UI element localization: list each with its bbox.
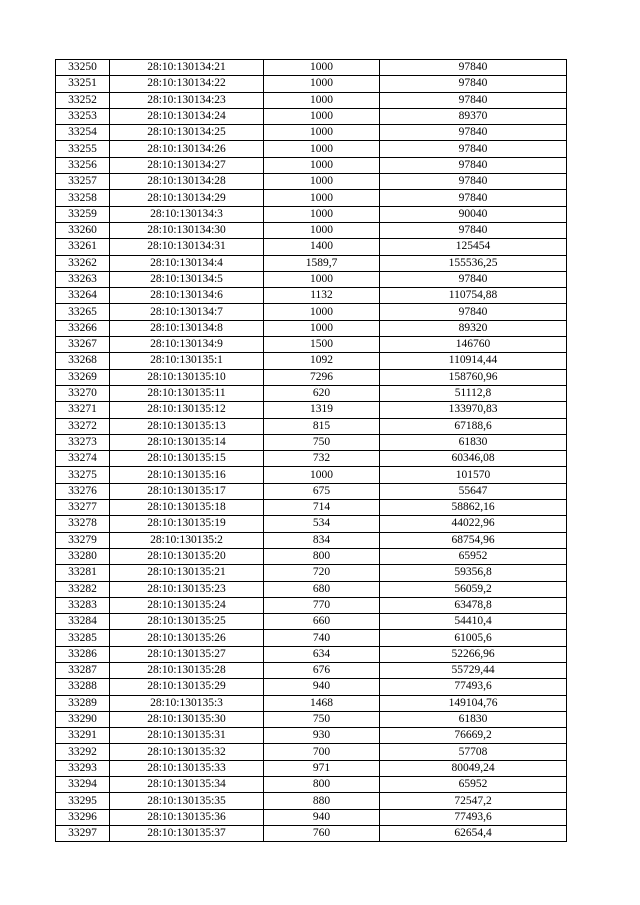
- value-cell: 97840: [380, 141, 567, 157]
- row-number-cell: 33269: [56, 369, 110, 385]
- row-number-cell: 33277: [56, 500, 110, 516]
- table-row: [56, 565, 567, 581]
- area-cell: 880: [264, 793, 380, 809]
- cadastral-number-cell: 28:10:130134:5: [110, 271, 264, 287]
- table-row: [56, 402, 567, 418]
- row-number-cell: 33258: [56, 190, 110, 206]
- table-row: [56, 369, 567, 385]
- area-cell: 1000: [264, 125, 380, 141]
- table-row: [56, 108, 567, 124]
- row-number-cell: 33289: [56, 695, 110, 711]
- cadastral-number-cell: 28:10:130134:25: [110, 125, 264, 141]
- row-number-cell: 33294: [56, 777, 110, 793]
- table-row: [56, 304, 567, 320]
- cadastral-number-cell: 28:10:130135:29: [110, 679, 264, 695]
- value-cell: 77493,6: [380, 679, 567, 695]
- table-row: [56, 793, 567, 809]
- value-cell: 61005,6: [380, 630, 567, 646]
- row-number-cell: 33280: [56, 548, 110, 564]
- row-number-cell: 33266: [56, 320, 110, 336]
- area-cell: 1000: [264, 76, 380, 92]
- area-cell: 1000: [264, 60, 380, 76]
- table-row: [56, 337, 567, 353]
- cadastral-number-cell: 28:10:130135:24: [110, 597, 264, 613]
- value-cell: 56059,2: [380, 581, 567, 597]
- table-row: [56, 467, 567, 483]
- row-number-cell: 33273: [56, 434, 110, 450]
- value-cell: 97840: [380, 271, 567, 287]
- cadastral-number-cell: 28:10:130135:25: [110, 614, 264, 630]
- cadastral-number-cell: 28:10:130135:18: [110, 500, 264, 516]
- value-cell: 63478,8: [380, 597, 567, 613]
- area-cell: 720: [264, 565, 380, 581]
- cadastral-number-cell: 28:10:130135:2: [110, 532, 264, 548]
- row-number-cell: 33285: [56, 630, 110, 646]
- row-number-cell: 33257: [56, 174, 110, 190]
- area-cell: 700: [264, 744, 380, 760]
- cadastral-number-cell: 28:10:130134:21: [110, 60, 264, 76]
- area-cell: 800: [264, 548, 380, 564]
- table-row: [56, 288, 567, 304]
- value-cell: 89370: [380, 108, 567, 124]
- table-row: [56, 222, 567, 238]
- area-cell: 834: [264, 532, 380, 548]
- area-cell: 1000: [264, 271, 380, 287]
- cadastral-number-cell: 28:10:130134:26: [110, 141, 264, 157]
- table-row: [56, 92, 567, 108]
- value-cell: 97840: [380, 174, 567, 190]
- value-cell: 101570: [380, 467, 567, 483]
- value-cell: 146760: [380, 337, 567, 353]
- table-row: [56, 711, 567, 727]
- area-cell: 760: [264, 825, 380, 841]
- value-cell: 61830: [380, 434, 567, 450]
- row-number-cell: 33295: [56, 793, 110, 809]
- row-number-cell: 33271: [56, 402, 110, 418]
- row-number-cell: 33283: [56, 597, 110, 613]
- table-row: [56, 760, 567, 776]
- area-cell: 971: [264, 760, 380, 776]
- value-cell: 97840: [380, 76, 567, 92]
- value-cell: 62654,4: [380, 825, 567, 841]
- cadastral-number-cell: 28:10:130134:3: [110, 206, 264, 222]
- table-row: [56, 744, 567, 760]
- table-row: [56, 679, 567, 695]
- row-number-cell: 33252: [56, 92, 110, 108]
- value-cell: 55729,44: [380, 662, 567, 678]
- area-cell: 940: [264, 679, 380, 695]
- area-cell: 534: [264, 516, 380, 532]
- table-row: [56, 157, 567, 173]
- value-cell: 110914,44: [380, 353, 567, 369]
- area-cell: 680: [264, 581, 380, 597]
- table-row: [56, 76, 567, 92]
- area-cell: 1000: [264, 157, 380, 173]
- row-number-cell: 33267: [56, 337, 110, 353]
- table-row: [56, 500, 567, 516]
- row-number-cell: 33293: [56, 760, 110, 776]
- area-cell: 940: [264, 809, 380, 825]
- table-row: [56, 581, 567, 597]
- row-number-cell: 33253: [56, 108, 110, 124]
- table-row: [56, 516, 567, 532]
- row-number-cell: 33279: [56, 532, 110, 548]
- area-cell: 1000: [264, 190, 380, 206]
- cadastral-number-cell: 28:10:130134:7: [110, 304, 264, 320]
- value-cell: 61830: [380, 711, 567, 727]
- data-table: [55, 59, 567, 842]
- value-cell: 65952: [380, 548, 567, 564]
- area-cell: 1000: [264, 206, 380, 222]
- value-cell: 68754,96: [380, 532, 567, 548]
- area-cell: 815: [264, 418, 380, 434]
- value-cell: 67188,6: [380, 418, 567, 434]
- row-number-cell: 33251: [56, 76, 110, 92]
- cadastral-number-cell: 28:10:130135:35: [110, 793, 264, 809]
- area-cell: 770: [264, 597, 380, 613]
- table-row: [56, 630, 567, 646]
- table-row: [56, 777, 567, 793]
- value-cell: 77493,6: [380, 809, 567, 825]
- row-number-cell: 33260: [56, 222, 110, 238]
- value-cell: 44022,96: [380, 516, 567, 532]
- value-cell: 72547,2: [380, 793, 567, 809]
- row-number-cell: 33272: [56, 418, 110, 434]
- cadastral-number-cell: 28:10:130135:27: [110, 646, 264, 662]
- table-row: [56, 60, 567, 76]
- cadastral-number-cell: 28:10:130134:31: [110, 239, 264, 255]
- cadastral-number-cell: 28:10:130134:22: [110, 76, 264, 92]
- table-row: [56, 809, 567, 825]
- table-row: [56, 141, 567, 157]
- table-row: [56, 825, 567, 841]
- area-cell: 620: [264, 385, 380, 401]
- table-row: [56, 646, 567, 662]
- value-cell: 158760,96: [380, 369, 567, 385]
- row-number-cell: 33250: [56, 60, 110, 76]
- value-cell: 57708: [380, 744, 567, 760]
- area-cell: 800: [264, 777, 380, 793]
- area-cell: 714: [264, 500, 380, 516]
- area-cell: 1589,7: [264, 255, 380, 271]
- cadastral-number-cell: 28:10:130135:23: [110, 581, 264, 597]
- table-row: [56, 434, 567, 450]
- cadastral-number-cell: 28:10:130135:26: [110, 630, 264, 646]
- cadastral-number-cell: 28:10:130135:28: [110, 662, 264, 678]
- cadastral-number-cell: 28:10:130135:33: [110, 760, 264, 776]
- value-cell: 133970,83: [380, 402, 567, 418]
- value-cell: 149104,76: [380, 695, 567, 711]
- table-row: [56, 174, 567, 190]
- area-cell: 750: [264, 434, 380, 450]
- table-row: [56, 451, 567, 467]
- area-cell: 750: [264, 711, 380, 727]
- row-number-cell: 33255: [56, 141, 110, 157]
- row-number-cell: 33262: [56, 255, 110, 271]
- cadastral-number-cell: 28:10:130135:30: [110, 711, 264, 727]
- table-body: [56, 60, 567, 842]
- table-row: [56, 206, 567, 222]
- row-number-cell: 33259: [56, 206, 110, 222]
- value-cell: 125454: [380, 239, 567, 255]
- cadastral-number-cell: 28:10:130135:36: [110, 809, 264, 825]
- value-cell: 80049,24: [380, 760, 567, 776]
- table-row: [56, 614, 567, 630]
- value-cell: 90040: [380, 206, 567, 222]
- area-cell: 1500: [264, 337, 380, 353]
- table-row: [56, 483, 567, 499]
- row-number-cell: 33287: [56, 662, 110, 678]
- table-row: [56, 548, 567, 564]
- cadastral-number-cell: 28:10:130135:16: [110, 467, 264, 483]
- table-row: [56, 320, 567, 336]
- value-cell: 52266,96: [380, 646, 567, 662]
- value-cell: 97840: [380, 304, 567, 320]
- value-cell: 55647: [380, 483, 567, 499]
- row-number-cell: 33276: [56, 483, 110, 499]
- area-cell: 1000: [264, 92, 380, 108]
- area-cell: 1468: [264, 695, 380, 711]
- row-number-cell: 33254: [56, 125, 110, 141]
- value-cell: 97840: [380, 190, 567, 206]
- table-row: [56, 239, 567, 255]
- value-cell: 51112,8: [380, 385, 567, 401]
- row-number-cell: 33278: [56, 516, 110, 532]
- row-number-cell: 33296: [56, 809, 110, 825]
- area-cell: 1400: [264, 239, 380, 255]
- row-number-cell: 33274: [56, 451, 110, 467]
- row-number-cell: 33261: [56, 239, 110, 255]
- area-cell: 930: [264, 728, 380, 744]
- area-cell: 1319: [264, 402, 380, 418]
- cadastral-number-cell: 28:10:130135:19: [110, 516, 264, 532]
- cadastral-number-cell: 28:10:130134:24: [110, 108, 264, 124]
- value-cell: 76669,2: [380, 728, 567, 744]
- area-cell: 1000: [264, 222, 380, 238]
- cadastral-number-cell: 28:10:130134:28: [110, 174, 264, 190]
- row-number-cell: 33286: [56, 646, 110, 662]
- area-cell: 660: [264, 614, 380, 630]
- cadastral-number-cell: 28:10:130135:15: [110, 451, 264, 467]
- table-row: [56, 353, 567, 369]
- cadastral-number-cell: 28:10:130135:32: [110, 744, 264, 760]
- table-row: [56, 190, 567, 206]
- area-cell: 1000: [264, 108, 380, 124]
- value-cell: 110754,88: [380, 288, 567, 304]
- cadastral-number-cell: 28:10:130135:10: [110, 369, 264, 385]
- area-cell: 675: [264, 483, 380, 499]
- row-number-cell: 33281: [56, 565, 110, 581]
- row-number-cell: 33297: [56, 825, 110, 841]
- row-number-cell: 33292: [56, 744, 110, 760]
- table-row: [56, 662, 567, 678]
- cadastral-number-cell: 28:10:130134:29: [110, 190, 264, 206]
- cadastral-number-cell: 28:10:130135:3: [110, 695, 264, 711]
- cadastral-number-cell: 28:10:130134:6: [110, 288, 264, 304]
- table-row: [56, 695, 567, 711]
- table-row: [56, 418, 567, 434]
- value-cell: 97840: [380, 222, 567, 238]
- row-number-cell: 33268: [56, 353, 110, 369]
- value-cell: 59356,8: [380, 565, 567, 581]
- value-cell: 97840: [380, 92, 567, 108]
- cadastral-number-cell: 28:10:130135:12: [110, 402, 264, 418]
- area-cell: 1000: [264, 467, 380, 483]
- table-row: [56, 385, 567, 401]
- table-row: [56, 728, 567, 744]
- cadastral-number-cell: 28:10:130134:27: [110, 157, 264, 173]
- cadastral-number-cell: 28:10:130135:14: [110, 434, 264, 450]
- area-cell: 7296: [264, 369, 380, 385]
- cadastral-number-cell: 28:10:130135:34: [110, 777, 264, 793]
- area-cell: 732: [264, 451, 380, 467]
- cadastral-number-cell: 28:10:130134:23: [110, 92, 264, 108]
- cadastral-number-cell: 28:10:130135:1: [110, 353, 264, 369]
- value-cell: 60346,08: [380, 451, 567, 467]
- cadastral-number-cell: 28:10:130135:20: [110, 548, 264, 564]
- value-cell: 97840: [380, 125, 567, 141]
- row-number-cell: 33282: [56, 581, 110, 597]
- value-cell: 155536,25: [380, 255, 567, 271]
- cadastral-number-cell: 28:10:130134:4: [110, 255, 264, 271]
- area-cell: 634: [264, 646, 380, 662]
- row-number-cell: 33256: [56, 157, 110, 173]
- table-row: [56, 125, 567, 141]
- area-cell: 740: [264, 630, 380, 646]
- row-number-cell: 33265: [56, 304, 110, 320]
- row-number-cell: 33291: [56, 728, 110, 744]
- cadastral-number-cell: 28:10:130135:21: [110, 565, 264, 581]
- area-cell: 1000: [264, 174, 380, 190]
- value-cell: 65952: [380, 777, 567, 793]
- value-cell: 97840: [380, 157, 567, 173]
- table-row: [56, 255, 567, 271]
- area-cell: 1092: [264, 353, 380, 369]
- value-cell: 89320: [380, 320, 567, 336]
- value-cell: 54410,4: [380, 614, 567, 630]
- table-row: [56, 271, 567, 287]
- cadastral-number-cell: 28:10:130135:13: [110, 418, 264, 434]
- cadastral-number-cell: 28:10:130135:37: [110, 825, 264, 841]
- cadastral-number-cell: 28:10:130134:8: [110, 320, 264, 336]
- row-number-cell: 33264: [56, 288, 110, 304]
- area-cell: 1132: [264, 288, 380, 304]
- area-cell: 676: [264, 662, 380, 678]
- table-row: [56, 532, 567, 548]
- row-number-cell: 33275: [56, 467, 110, 483]
- area-cell: 1000: [264, 320, 380, 336]
- row-number-cell: 33290: [56, 711, 110, 727]
- cadastral-number-cell: 28:10:130135:31: [110, 728, 264, 744]
- row-number-cell: 33263: [56, 271, 110, 287]
- value-cell: 97840: [380, 60, 567, 76]
- row-number-cell: 33270: [56, 385, 110, 401]
- table-row: [56, 597, 567, 613]
- area-cell: 1000: [264, 141, 380, 157]
- cadastral-number-cell: 28:10:130134:30: [110, 222, 264, 238]
- value-cell: 58862,16: [380, 500, 567, 516]
- cadastral-number-cell: 28:10:130135:17: [110, 483, 264, 499]
- row-number-cell: 33288: [56, 679, 110, 695]
- cadastral-number-cell: 28:10:130135:11: [110, 385, 264, 401]
- cadastral-number-cell: 28:10:130134:9: [110, 337, 264, 353]
- row-number-cell: 33284: [56, 614, 110, 630]
- area-cell: 1000: [264, 304, 380, 320]
